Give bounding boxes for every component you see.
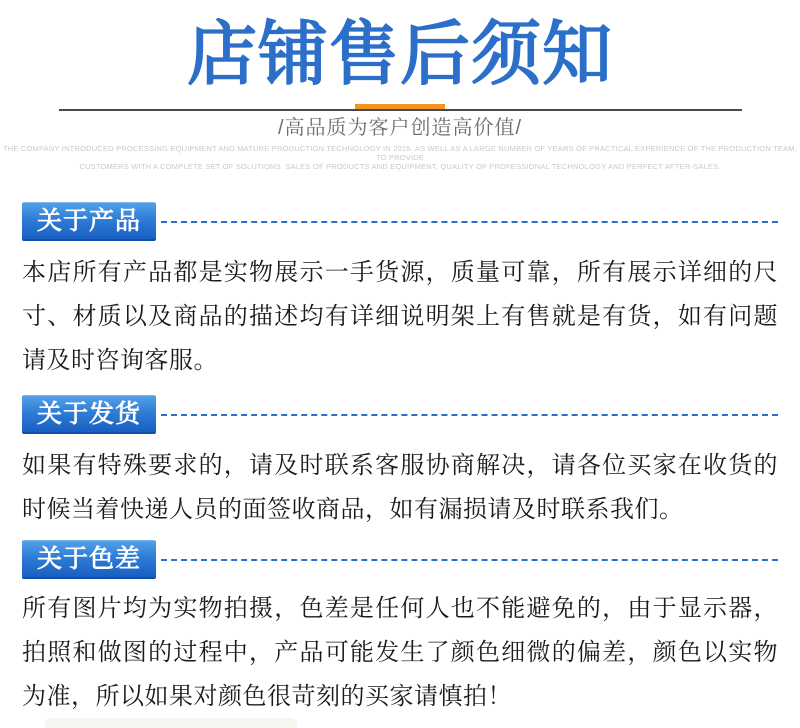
page-title: 店铺售后须知 — [187, 15, 613, 93]
page-subtitle: /高品质为客户创造高价值/ — [277, 117, 523, 139]
section-body: 所有图片均为实物拍摄，色差是任何人也不能避免的，由于显示器，拍照和做图的过程中，产品可能发生了颜色细微的偏差，颜色以实物为准，所以如果对颜色很苛刻的买家请慎拍！ — [22, 595, 778, 710]
dashed-rule — [161, 414, 778, 416]
section-about-shipping — [22, 395, 778, 532]
section-about-product — [22, 202, 778, 383]
section-label-badge: 关于产品 — [22, 202, 156, 241]
title-rule-line — [59, 109, 742, 111]
dashed-rule — [161, 221, 778, 223]
next-section-edge-artifact — [45, 718, 297, 728]
section-header — [22, 202, 778, 241]
english-caption-line-2: CUSTOMERS WITH A COMPLETE SET OF SOLUTIONS. SALES OF PRODUCTS AND EQUIPMENT, QUALITY OF PROFESSIONAL TECHNOLOGY AND PERFECT AFTER-SALES. — [79, 162, 721, 171]
section-about-color-difference — [22, 540, 778, 719]
page-header — [0, 14, 800, 171]
dashed-rule — [161, 559, 778, 561]
title-divider — [59, 104, 742, 114]
english-caption — [0, 144, 800, 171]
orange-accent-bar — [355, 104, 445, 109]
section-header — [22, 395, 778, 434]
section-label-badge: 关于色差 — [22, 540, 156, 579]
section-body: 如果有特殊要求的，请及时联系客服协商解决，请各位买家在收货的时候当着快递人员的面签收商品，如有漏损请及时联系我们。 — [22, 452, 778, 523]
section-label-badge: 关于发货 — [22, 395, 156, 434]
section-body: 本店所有产品都是实物展示一手货源，质量可靠，所有展示详细的尺寸、材质以及商品的描述均有详细说明架上有售就是有货，如有问题请及时咨询客服。 — [22, 259, 778, 374]
english-caption-line-1: THE COMPANY INTRODUCED PROCESSING EQUIPMENT AND MATURE PRODUCTION TECHNOLOGY IN 2015. AS WELL AS A LARGE NUMBER OF YEARS OF PRACTICAL EXPERIENCE OF THE PRODUCTION TEAM, TO PROVIDE — [2, 144, 798, 162]
section-header — [22, 540, 778, 579]
